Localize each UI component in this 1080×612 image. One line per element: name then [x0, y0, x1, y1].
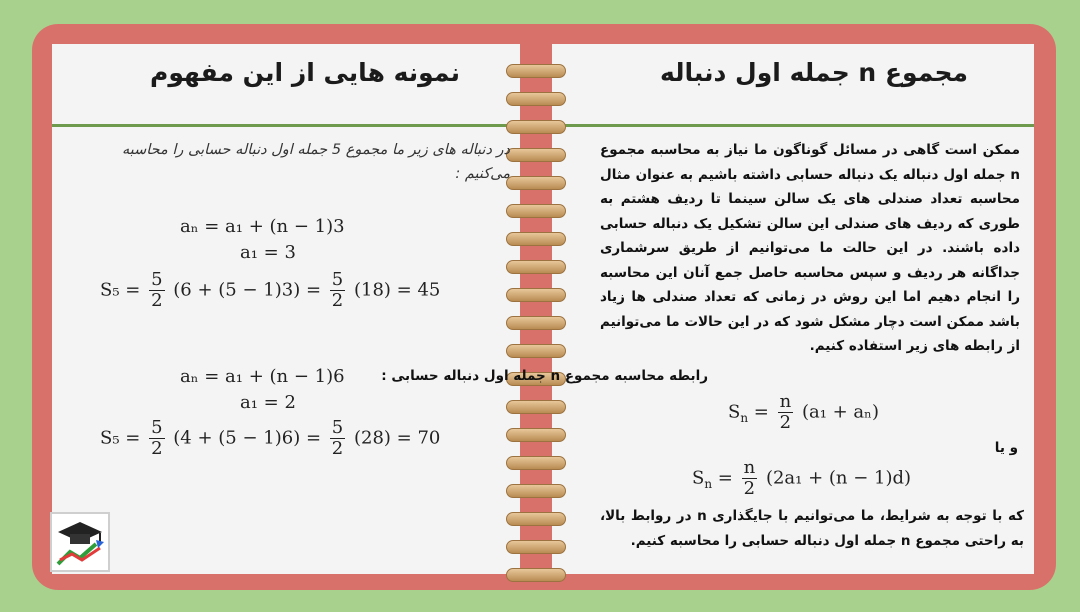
ring	[506, 344, 566, 358]
sum-formula-2: $S_n$ = $\frac{n}{2}$ (2a₁ + (n − 1)d)	[692, 457, 912, 499]
example2-recurrence: aₙ = a₁ + (n − 1)6	[180, 366, 345, 387]
ring	[506, 92, 566, 106]
examples-intro: در دنباله های زیر ما مجموع 5 جمله اول دنباله حسابی را محاسبه می‌کنیم :	[121, 142, 510, 182]
logo	[50, 512, 110, 572]
ring	[506, 484, 566, 498]
explanation-paragraph: ممکن است گاهی در مسائل گوناگون ما نیاز به محاسبه مجموع n جمله اول دنباله یک دنباله حسابی داشته باشیم به عنوان مثال محاسبه تعداد صندلی های یک سالن سینما تا ردیف هشتم به طوری که ردیف های صندلی این سالن تشکیل یک دنباله حسابی داده باشند. در این حالت ما می‌توانیم از طریق سرشماری جداگانه هر ردیف و سپس محاسبه حاصل جمع آنان این محاسبه را انجام دهیم اما این روش در زمانی که تعداد صندلی ها زیاد باشد ممکن است دچار مشکل شود که در این حالات ما می‌توانیم از رابطه های زیر استفاده کنیم.	[600, 142, 1020, 354]
ring	[506, 64, 566, 78]
connector-text: و یا	[994, 440, 1018, 456]
right-divider	[552, 124, 1034, 127]
left-divider	[52, 124, 520, 127]
ring	[506, 400, 566, 414]
ring	[506, 204, 566, 218]
ring	[506, 260, 566, 274]
sum-formula-1: $S_n$ = $\frac{n}{2}$ (a₁ + aₙ)	[728, 391, 879, 433]
ring	[506, 316, 566, 330]
formula-intro: رابطه محاسبه مجموع n جمله اول دنباله حسابی :	[381, 368, 708, 384]
example2-sum: S₅ = $\frac{5}{2}$ (4 + (5 − 1)6) = $\frac{5}{2}$ (28) = 70	[100, 417, 441, 459]
ring	[506, 148, 566, 162]
example1-first-term: a₁ = 3	[240, 242, 296, 263]
ring	[506, 540, 566, 554]
ring	[506, 176, 566, 190]
left-title: نمونه هایی از این مفهوم	[150, 58, 460, 87]
example2-first-term: a₁ = 2	[240, 392, 296, 413]
closing-paragraph: که با توجه به شرایط، ما می‌توانیم با جایگذاری n در روابط بالا، به راحتی مجموع n جمله اول دنباله حسابی را محاسبه کنیم.	[600, 508, 1024, 549]
ring	[506, 512, 566, 526]
example1-recurrence: aₙ = a₁ + (n − 1)3	[180, 216, 345, 237]
ring	[506, 428, 566, 442]
ring	[506, 568, 566, 582]
right-title: مجموع n جمله اول دنباله	[660, 58, 968, 87]
ring	[506, 120, 566, 134]
spiral-binding	[506, 64, 566, 584]
graduation-cap-chart-icon	[52, 514, 108, 570]
ring	[506, 232, 566, 246]
example1-sum: S₅ = $\frac{5}{2}$ (6 + (5 − 1)3) = $\frac{5}{2}$ (18) = 45	[100, 269, 441, 311]
ring	[506, 456, 566, 470]
ring	[506, 288, 566, 302]
